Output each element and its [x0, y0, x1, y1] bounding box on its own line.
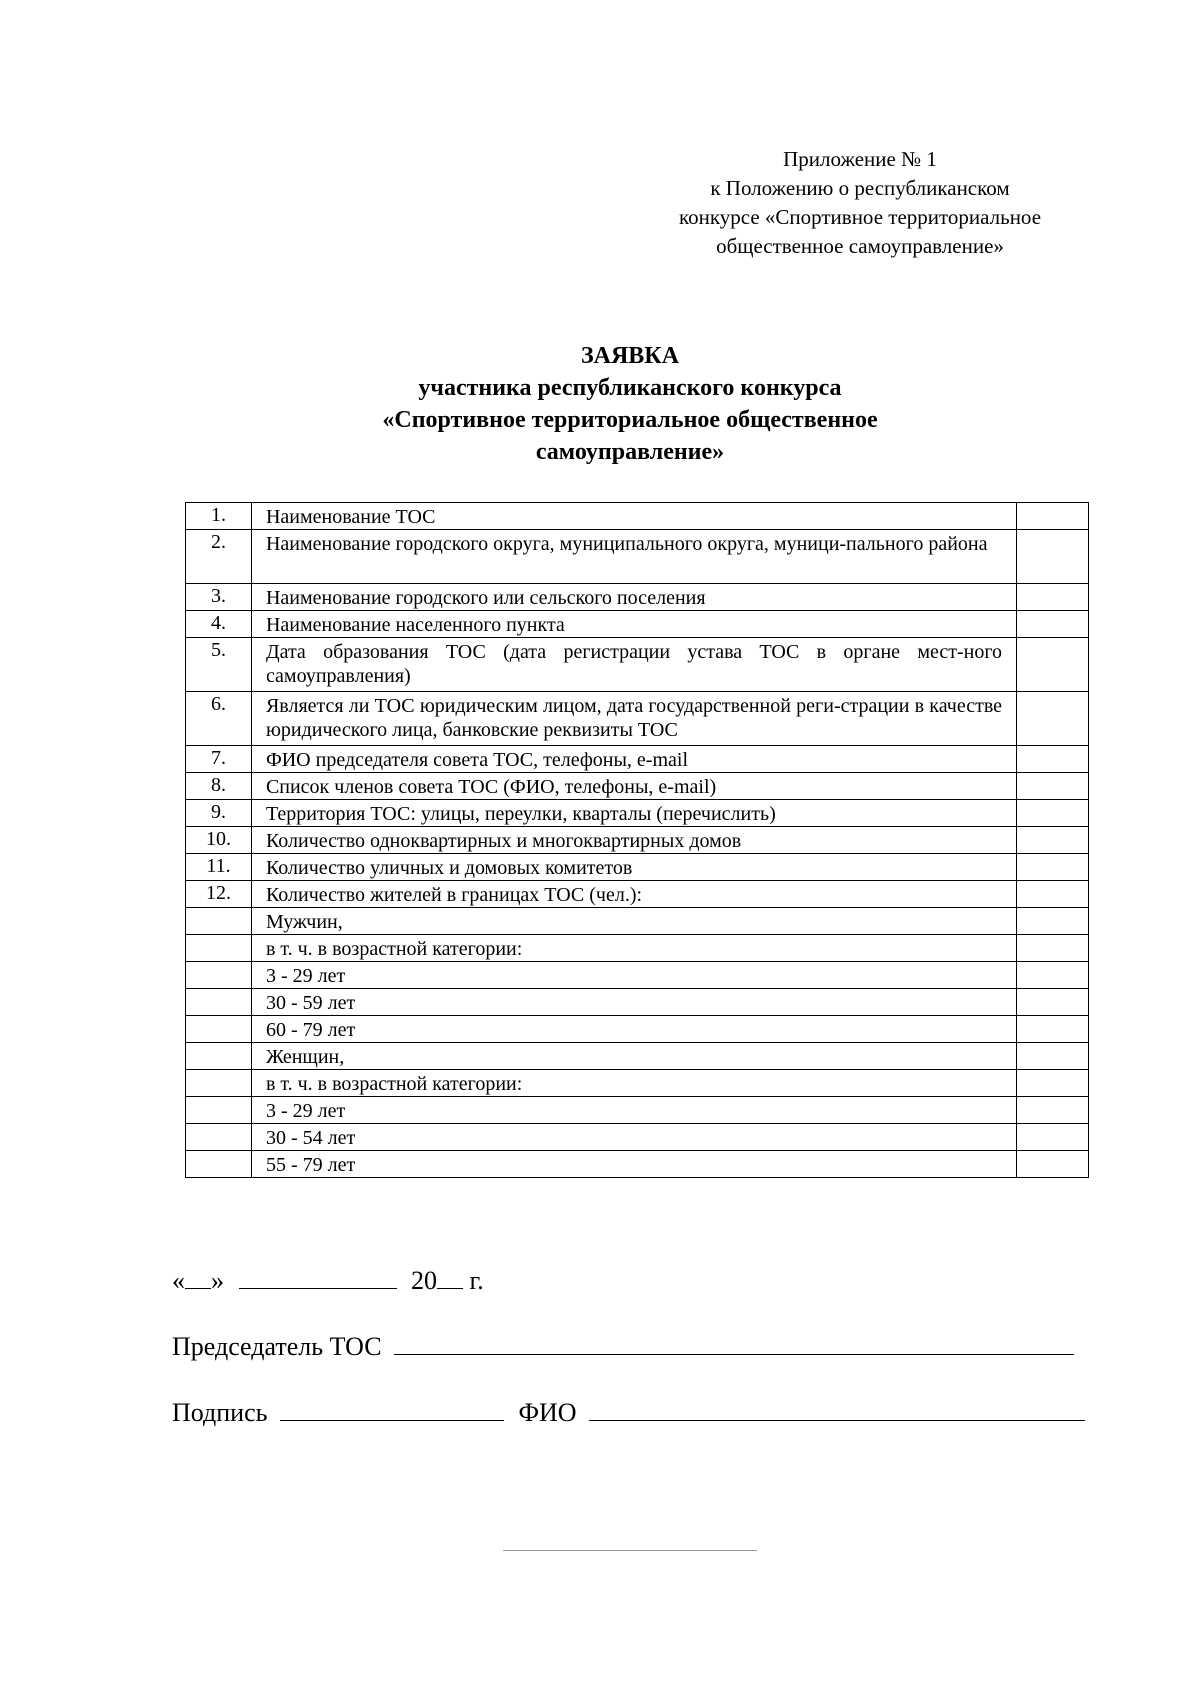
table-row [186, 611, 1089, 638]
application-table [185, 502, 1089, 1178]
row-number: 5. [186, 638, 252, 692]
year-suffix: г. [463, 1266, 484, 1295]
fio-field[interactable] [589, 1394, 1085, 1421]
date-open-quote: « [172, 1266, 185, 1295]
table-row [186, 584, 1089, 611]
row-label: 60 - 79 лет [251, 1016, 1016, 1043]
row-number [186, 1124, 252, 1151]
sign-label: Подпись [172, 1398, 268, 1427]
row-value-cell[interactable] [1017, 1016, 1089, 1043]
row-label: Женщин, [251, 1043, 1016, 1070]
row-label: Список членов совета ТОС (ФИО, телефоны, e-mail) [251, 773, 1016, 800]
row-label: Количество жителей в границах ТОС (чел.): [251, 881, 1016, 908]
appendix-block [650, 145, 1070, 261]
year-prefix: 20 [411, 1266, 437, 1295]
year-field[interactable] [437, 1262, 463, 1289]
row-number: 7. [186, 746, 252, 773]
table-row [186, 800, 1089, 827]
title-line: участника республиканского конкурса [418, 375, 842, 401]
row-label: Наименование городского округа, муниципального округа, муници-пального района [251, 530, 1016, 584]
appendix-line: конкурсе «Спортивное территориальное [678, 205, 1042, 229]
row-value-cell[interactable] [1017, 1043, 1089, 1070]
row-value-cell[interactable] [1017, 962, 1089, 989]
row-label: Является ли ТОС юридическим лицом, дата государственной реги-страции в качестве юридического лица, банковские реквизиты ТОС [251, 692, 1016, 746]
row-number [186, 989, 252, 1016]
chairman-label: Председатель ТОС [172, 1332, 382, 1361]
row-value-cell[interactable] [1017, 773, 1089, 800]
row-value-cell[interactable] [1017, 584, 1089, 611]
row-value-cell[interactable] [1017, 827, 1089, 854]
row-label: Наименование ТОС [251, 503, 1016, 530]
table-row [186, 530, 1089, 584]
chairman-line [172, 1328, 1074, 1363]
row-value-cell[interactable] [1017, 692, 1089, 746]
row-number: 11. [186, 854, 252, 881]
document-title [230, 340, 1030, 468]
row-label: 3 - 29 лет [251, 1097, 1016, 1124]
row-number [186, 1016, 252, 1043]
table-row [186, 989, 1089, 1016]
row-value-cell[interactable] [1017, 1124, 1089, 1151]
row-number: 6. [186, 692, 252, 746]
row-label: 55 - 79 лет [251, 1151, 1016, 1178]
row-value-cell[interactable] [1017, 611, 1089, 638]
day-field[interactable] [185, 1262, 211, 1289]
row-label: Территория ТОС: улицы, переулки, кварталы (перечислить) [251, 800, 1016, 827]
table-row [186, 773, 1089, 800]
row-value-cell[interactable] [1017, 800, 1089, 827]
row-number: 2. [186, 530, 252, 584]
row-label: в т. ч. в возрастной категории: [251, 935, 1016, 962]
row-value-cell[interactable] [1017, 935, 1089, 962]
row-label: 30 - 54 лет [251, 1124, 1016, 1151]
row-label: 30 - 59 лет [251, 989, 1016, 1016]
row-value-cell[interactable] [1017, 503, 1089, 530]
row-label: 3 - 29 лет [251, 962, 1016, 989]
row-value-cell[interactable] [1017, 854, 1089, 881]
row-value-cell[interactable] [1017, 881, 1089, 908]
month-field[interactable] [239, 1262, 397, 1289]
appendix-line: к Положению о республиканском [710, 176, 1010, 200]
sign-field[interactable] [280, 1394, 504, 1421]
table-row [186, 1124, 1089, 1151]
chairman-field[interactable] [394, 1328, 1074, 1355]
row-number: 8. [186, 773, 252, 800]
row-label: Количество уличных и домовых комитетов [251, 854, 1016, 881]
appendix-line: Приложение № 1 [783, 147, 937, 171]
row-value-cell[interactable] [1017, 530, 1089, 584]
row-value-cell[interactable] [1017, 1097, 1089, 1124]
row-number: 3. [186, 584, 252, 611]
table-row [186, 962, 1089, 989]
row-label: в т. ч. в возрастной категории: [251, 1070, 1016, 1097]
date-line [172, 1262, 484, 1297]
row-number [186, 935, 252, 962]
row-label: Количество одноквартирных и многоквартирных домов [251, 827, 1016, 854]
row-number: 10. [186, 827, 252, 854]
title-line: «Спортивное территориальное общественное [382, 407, 878, 433]
row-number [186, 962, 252, 989]
row-label: ФИО председателя совета ТОС, телефоны, e-mail [251, 746, 1016, 773]
table-row [186, 692, 1089, 746]
row-number: 4. [186, 611, 252, 638]
table-row [186, 746, 1089, 773]
row-value-cell[interactable] [1017, 1151, 1089, 1178]
row-number [186, 1070, 252, 1097]
row-value-cell[interactable] [1017, 908, 1089, 935]
row-label: Наименование городского или сельского поселения [251, 584, 1016, 611]
row-label: Наименование населенного пункта [251, 611, 1016, 638]
table-row [186, 827, 1089, 854]
table-row [186, 881, 1089, 908]
table-row [186, 1097, 1089, 1124]
table-row [186, 935, 1089, 962]
table-row [186, 503, 1089, 530]
row-number: 1. [186, 503, 252, 530]
table-row [186, 1016, 1089, 1043]
row-value-cell[interactable] [1017, 746, 1089, 773]
title-line: ЗАЯВКА [580, 343, 680, 369]
table-row [186, 908, 1089, 935]
row-value-cell[interactable] [1017, 1070, 1089, 1097]
table-row [186, 1151, 1089, 1178]
row-number [186, 908, 252, 935]
row-number [186, 1151, 252, 1178]
footer-divider [503, 1550, 757, 1551]
row-number [186, 1097, 252, 1124]
signature-line [172, 1394, 1085, 1429]
title-line: самоуправление» [535, 439, 725, 465]
row-label: Дата образования ТОС (дата регистрации устава ТОС в органе мест-ного самоуправления) [251, 638, 1016, 692]
row-number: 12. [186, 881, 252, 908]
row-number [186, 1043, 252, 1070]
table-row [186, 1043, 1089, 1070]
table-row [186, 638, 1089, 692]
appendix-line: общественное самоуправление» [716, 234, 1004, 258]
table-row [186, 1070, 1089, 1097]
table-row [186, 854, 1089, 881]
row-number: 9. [186, 800, 252, 827]
row-value-cell[interactable] [1017, 989, 1089, 1016]
row-label: Мужчин, [251, 908, 1016, 935]
row-value-cell[interactable] [1017, 638, 1089, 692]
date-close-quote: » [211, 1266, 224, 1295]
fio-label: ФИО [518, 1398, 577, 1427]
